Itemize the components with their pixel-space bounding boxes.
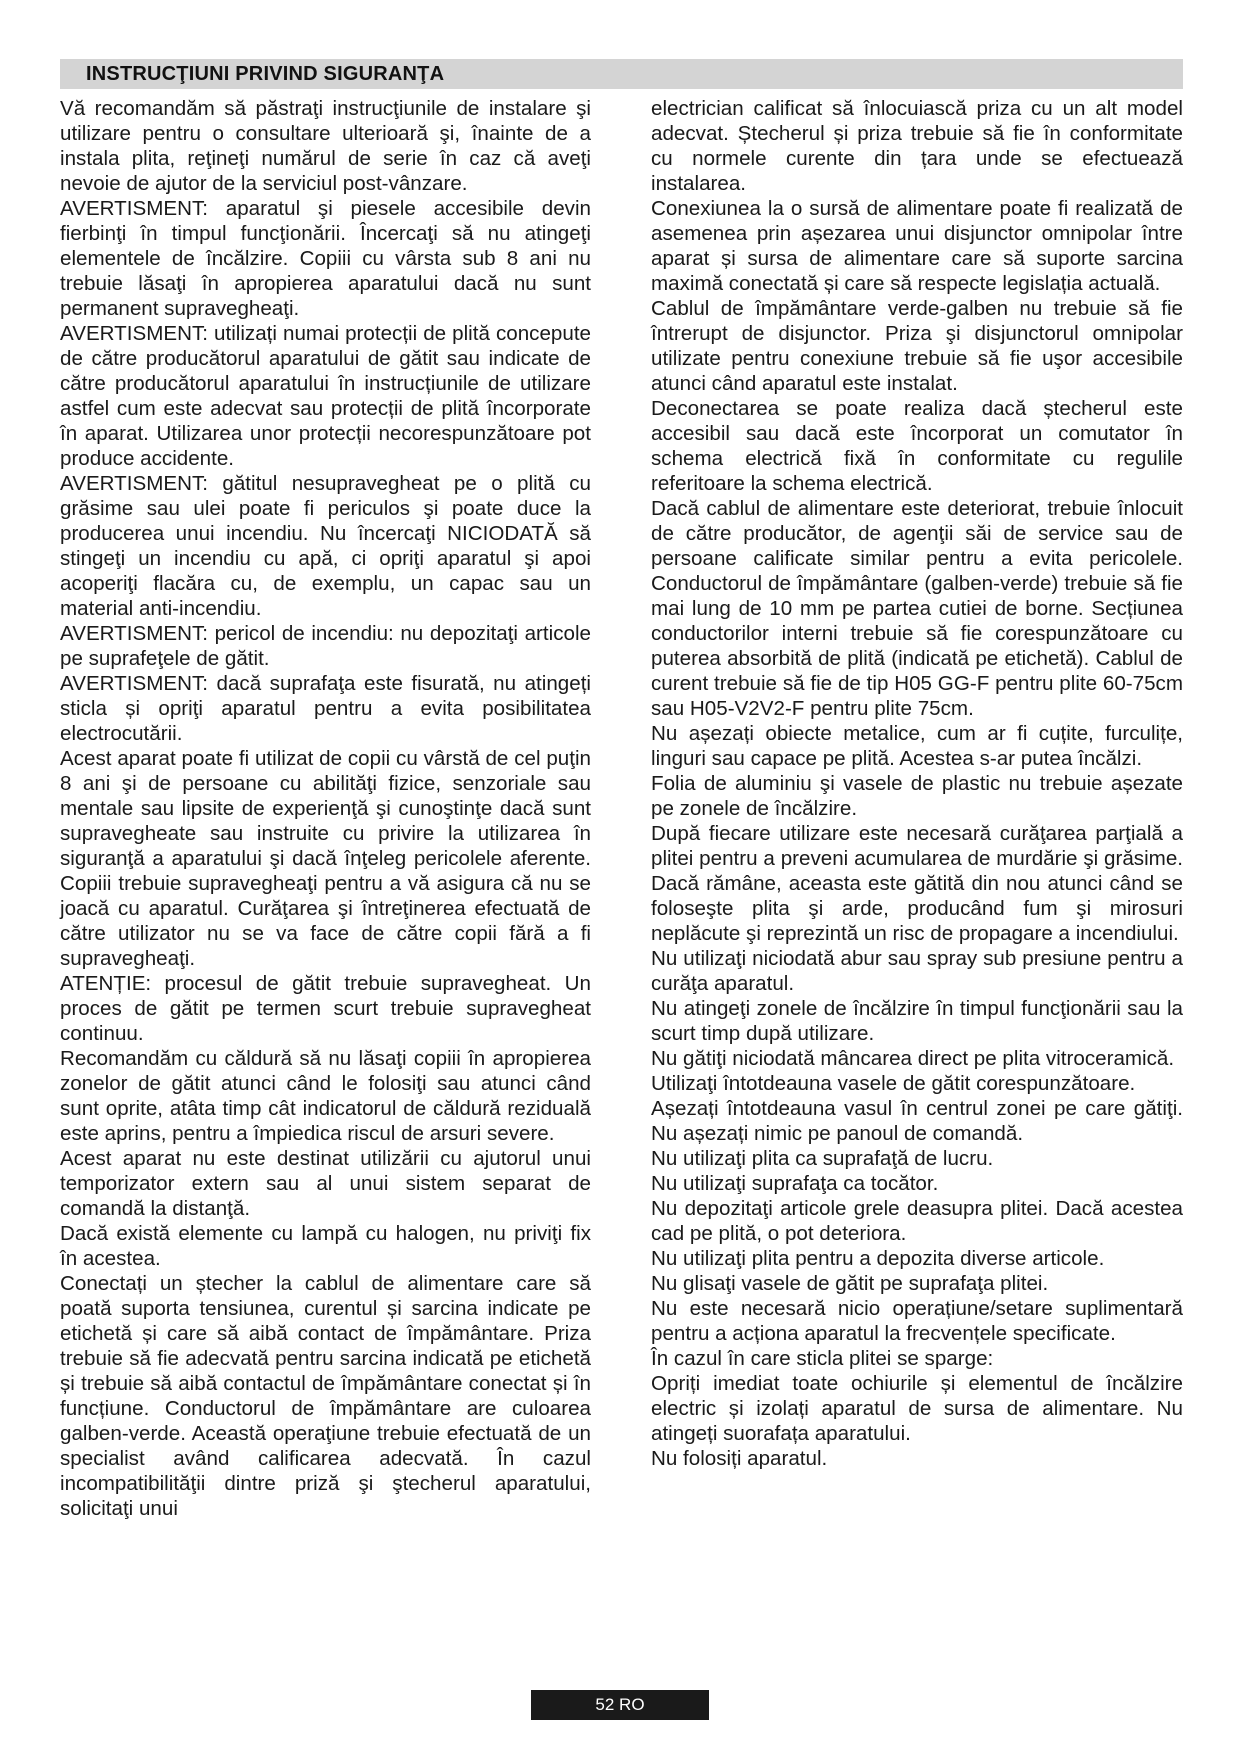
paragraph: Folia de aluminiu şi vasele de plastic nu trebuie așezate pe zonele de încălzire. <box>651 772 1183 820</box>
paragraph: Nu utilizaţi niciodată abur sau spray sub presiune pentru a curăţa aparatul. <box>651 947 1183 995</box>
section-title: INSTRUCŢIUNI PRIVIND SIGURANŢA <box>86 63 445 85</box>
paragraph: AVERTISMENT: dacă suprafaţa este fisurată, nu atingeți sticla și opriţi aparatul pentru a evita posibilitatea electrocutării. <box>60 672 591 745</box>
paragraph: AVERTISMENT: gătitul nesupravegheat pe o plită cu grăsime sau ulei poate fi periculos şi poate duce la producerea unui incendiu. Nu încercaţi NICIODATĂ să stingeţi un incendiu cu apă, ci opriţi aparatul şi apoi acoperiţi flacăra cu, de exemplu, un capac sau un material anti-incendiu. <box>60 472 591 620</box>
page-number-badge <box>531 1690 709 1720</box>
paragraph: electrician calificat să înlocuiască priza cu un alt model adecvat. Ștecherul și priza trebuie să fie în conformitate cu normele curente din țara unde se efectuează instalarea. <box>651 97 1183 195</box>
left-text-column <box>60 96 591 1521</box>
paragraph: În cazul în care sticla plitei se sparge: <box>651 1347 994 1370</box>
paragraph: Nu atingeţi zonele de încălzire în timpul funcţionării sau la scurt timp după utilizare. <box>651 997 1183 1045</box>
paragraph: Deconectarea se poate realiza dacă ștecherul este accesibil sau dacă este încorporat un comutator în schema electrică fixă în conformitate cu regulile referitoare la schema electrică. <box>651 397 1183 495</box>
paragraph: Acest aparat poate fi utilizat de copii cu vârstă de cel puţin 8 ani şi de persoane cu abilităţi fizice, senzoriale sau mentale sau lipsite de experienţă şi cunoştinţe dacă sunt supravegheate sau instruite cu privire la utilizarea în siguranţă a aparatului şi dacă înţeleg pericolele aferente. Copiii trebuie supravegheaţi pentru a vă asigura că nu se joacă cu aparatul. Curăţarea şi întreţinerea efectuată de către utilizator nu se va face de către copii fără a fi supravegheaţi. <box>60 747 591 970</box>
paragraph: ATENȚIE: procesul de gătit trebuie supravegheat. Un proces de gătit pe termen scurt trebuie supravegheat continuu. <box>60 972 591 1045</box>
paragraph: Dacă cablul de alimentare este deteriorat, trebuie înlocuit de către producător, de agenţii săi de service sau de persoane calificate similar pentru a evita pericolele. Conductorul de împământare (galben-verde) trebuie să fie mai lung de 10 mm pe partea cutiei de borne. Secțiunea conductorilor interni trebuie să fie corespunzătoare cu puterea absorbită de plită (indicată pe etichetă). Cablul de curent trebuie să fie de tip H05 GG-F pentru plite 60-75cm sau H05-V2V2-F pentru plite 75cm. <box>651 497 1183 720</box>
paragraph: Nu folosiți aparatul. <box>651 1447 828 1470</box>
paragraph: Vă recomandăm să păstraţi instrucţiunile de instalare şi utilizare pentru o consultare ulterioară şi, înainte de a instala plita, reţineţi numărul de serie în caz că aveţi nevoie de ajutor de la serviciul post-vânzare. <box>60 97 591 195</box>
paragraph: Nu utilizaţi suprafaţa ca tocător. <box>651 1172 939 1195</box>
paragraph: Opriți imediat toate ochiurile și elementul de încălzire electric și izolați aparatul de sursa de alimentare. Nu atingeți suorafața aparatului. <box>651 1372 1183 1445</box>
paragraph: Nu utilizaţi plita pentru a depozita diverse articole. <box>651 1247 1105 1270</box>
paragraph: Conectați un ștecher la cablul de alimentare care să poată suporta tensiunea, curentul și sarcina indicate pe etichetă și care să aibă contact de împământare. Priza trebuie să fie adecvată pentru sarcina indicată pe etichetă și trebuie să aibă contactul de împământare conectat și în funcțiune. Conductorul de împământare are culoarea galben-verde. Această operaţiune trebuie efectuată de un specialist având calificarea adecvată. În cazul incompatibilităţii dintre priză şi ştecherul aparatului, solicitaţi unui <box>60 1272 591 1520</box>
paragraph: Nu depozitaţi articole grele deasupra plitei. Dacă acestea cad pe plită, o pot deteriora. <box>651 1197 1183 1245</box>
paragraph: AVERTISMENT: aparatul şi piesele accesibile devin fierbinţi în timpul funcţionării. Încercaţi să nu atingeţi elementele de încălzire. Copiii cu vârsta sub 8 ani nu trebuie lăsaţi în apropierea aparatului dacă nu sunt permanent supravegheaţi. <box>60 197 591 320</box>
paragraph: Așezați întotdeauna vasul în centrul zonei pe care gătiţi. Nu așezați nimic pe panoul de comandă. <box>651 1097 1183 1145</box>
paragraph: Nu așezați obiecte metalice, cum ar fi cuțite, furculițe, linguri sau capace pe plită. Acestea s-ar putea încălzi. <box>651 722 1183 770</box>
paragraph: Nu este necesară nicio operațiune/setare suplimentară pentru a acționa aparatul la frecvențele specificate. <box>651 1297 1183 1345</box>
paragraph: După fiecare utilizare este necesară curăţarea parţială a plitei pentru a preveni acumularea de murdărie şi grăsime. Dacă rămâne, aceasta este gătită din nou atunci când se foloseşte plita şi arde, producând fum şi mirosuri neplăcute şi reprezintă un risc de propagare a incendiului. <box>651 822 1183 945</box>
paragraph: Cablul de împământare verde-galben nu trebuie să fie întrerupt de disjunctor. Priza şi disjunctorul omnipolar utilizate pentru conexiune trebuie să fie uşor accesibile atunci când aparatul este instalat. <box>651 297 1183 395</box>
paragraph: Conexiunea la o sursă de alimentare poate fi realizată de asemenea prin așezarea unui disjunctor omnipolar între aparat și sursa de alimentare care să suporte sarcina maximă conectată și care să respecte legislația actuală. <box>651 197 1183 295</box>
section-header-bar <box>60 59 1183 89</box>
paragraph: Utilizaţi întotdeauna vasele de gătit corespunzătoare. <box>651 1072 1136 1095</box>
right-text-column <box>651 96 1183 1471</box>
paragraph: Dacă există elemente cu lampă cu halogen, nu priviţi fix în acestea. <box>60 1222 591 1270</box>
paragraph: Acest aparat nu este destinat utilizării cu ajutorul unui temporizator extern sau al unui sistem separat de comandă la distanţă. <box>60 1147 591 1220</box>
paragraph: Recomandăm cu căldură să nu lăsaţi copiii în apropierea zonelor de gătit atunci când le folosiţi sau atunci când sunt oprite, atâta timp cât indicatorul de căldură reziduală este aprins, pentru a împiedica riscul de arsuri severe. <box>60 1047 591 1145</box>
paragraph: Nu glisaţi vasele de gătit pe suprafaţa plitei. <box>651 1272 1049 1295</box>
paragraph: Nu gătiţi niciodată mâncarea direct pe plita vitroceramică. <box>651 1047 1175 1070</box>
paragraph: AVERTISMENT: pericol de incendiu: nu depozitaţi articole pe suprafeţele de gătit. <box>60 622 591 670</box>
page-number: 52 RO <box>595 1695 645 1714</box>
paragraph: AVERTISMENT: utilizați numai protecții de plită concepute de către producătorul aparatului de gătit sau indicate de către producătorul aparatului în instrucțiunile de utilizare astfel cum este adecvat sau protecții de plită încorporate în aparat. Utilizarea unor protecții necorespunzătoare pot produce accidente. <box>60 322 591 470</box>
paragraph: Nu utilizaţi plita ca suprafaţă de lucru. <box>651 1147 994 1170</box>
